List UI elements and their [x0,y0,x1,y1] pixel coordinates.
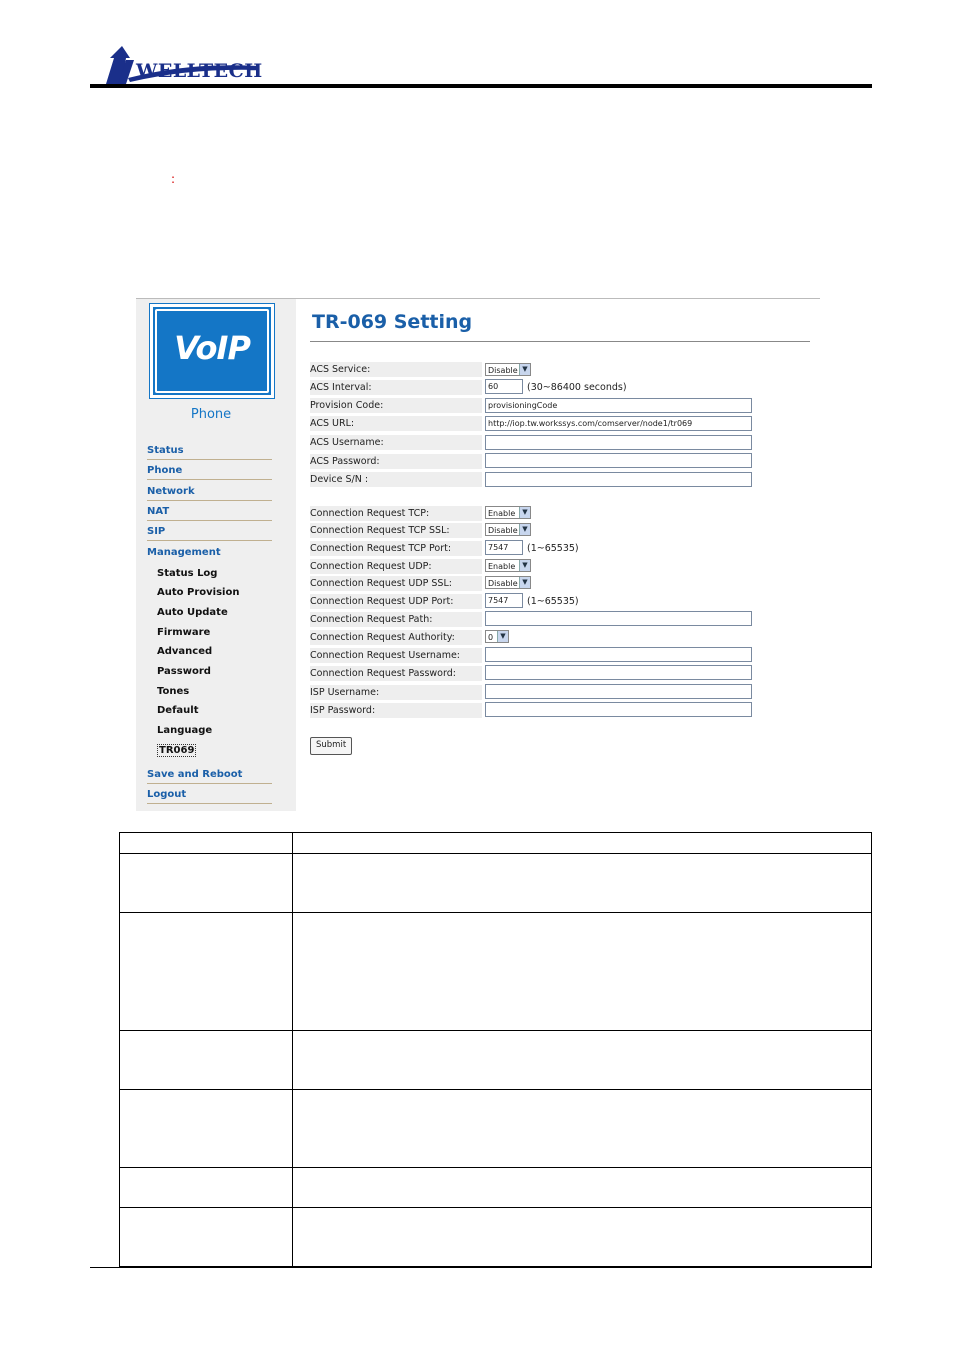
brand-name: WELLTECH [136,60,263,82]
nav-management[interactable]: Management [147,547,221,558]
label-conn-username: Connection Request Username: [310,648,482,663]
label-conn-authority: Connection Request Authority: [310,630,482,645]
input-acs-interval[interactable]: 60 [485,379,523,394]
nav-auto-update[interactable]: Auto Update [157,607,228,618]
chevron-down-icon: ▼ [519,524,530,535]
hint-conn-tcp-port: (1~65535) [527,543,579,554]
nav-status-log[interactable]: Status Log [157,568,218,579]
nav-advanced[interactable]: Advanced [157,646,213,657]
chevron-down-icon: ▼ [519,560,530,571]
input-isp-password[interactable] [485,702,752,717]
chevron-down-icon: ▼ [497,631,508,642]
label-conn-password: Connection Request Password: [310,666,482,681]
input-isp-username[interactable] [485,684,752,699]
nav-firmware[interactable]: Firmware [157,627,211,638]
select-conn-authority[interactable]: 0 ▼ [485,630,509,643]
nav-save-reboot[interactable]: Save and Reboot [147,769,272,784]
nav-tr069[interactable]: TR069 [159,745,195,756]
input-conn-username[interactable] [485,647,752,662]
nav-status[interactable]: Status [147,445,272,460]
footer-rule [90,1267,872,1268]
nav-phone[interactable]: Phone [147,465,272,480]
label-acs-username: ACS Username: [310,435,482,450]
label-isp-username: ISP Username: [310,685,482,700]
page-title: TR-069 Setting [312,311,473,333]
submit-button[interactable]: Submit [310,737,352,755]
label-provision-code: Provision Code: [310,398,482,413]
nav-password[interactable]: Password [157,666,211,677]
select-conn-tcp-ssl[interactable]: Disable ▼ [485,523,531,536]
label-acs-password: ACS Password: [310,454,482,469]
input-conn-udp-port[interactable]: 7547 [485,593,523,608]
label-acs-service: ACS Service: [310,362,482,377]
label-conn-udp-ssl: Connection Request UDP SSL: [310,576,482,591]
label-isp-password: ISP Password: [310,703,482,718]
input-conn-tcp-port[interactable]: 7547 [485,540,523,555]
hint-conn-udp-port: (1~65535) [527,596,579,607]
hint-acs-interval: (30~86400 seconds) [527,382,627,393]
voip-logo [150,304,274,398]
sidebar [136,299,296,811]
select-acs-service[interactable]: Disable ▼ [485,363,531,376]
chevron-down-icon: ▼ [519,577,530,588]
nav-sip[interactable]: SIP [147,526,272,541]
label-conn-udp-port: Connection Request UDP Port: [310,594,482,609]
nav-auto-provision[interactable]: Auto Provision [157,587,240,598]
select-conn-udp-ssl[interactable]: Disable ▼ [485,576,531,589]
table-column-divider [292,833,293,1266]
table-row-divider [120,912,871,913]
table-row-divider [120,1089,871,1090]
nav-default[interactable]: Default [157,705,199,716]
chevron-down-icon: ▼ [519,364,530,375]
input-conn-password[interactable] [485,665,752,680]
chevron-down-icon: ▼ [519,507,530,518]
header-rule [90,84,872,88]
title-rule [310,341,810,342]
description-table [119,832,872,1267]
input-acs-url[interactable]: http://iop.tw.workssys.com/comserver/node1/tr069 [485,416,752,431]
nav-tones[interactable]: Tones [157,686,190,697]
note-mark: : [171,172,176,186]
label-device-sn: Device S/N : [310,472,482,487]
voip-logo-text: VoIP [174,329,250,367]
input-conn-path[interactable] [485,611,752,626]
nav-nat[interactable]: NAT [147,506,272,521]
input-provision-code[interactable]: provisioningCode [485,398,752,413]
table-row-divider [120,1207,871,1208]
nav-language[interactable]: Language [157,725,213,736]
label-acs-url: ACS URL: [310,416,482,431]
label-conn-path: Connection Request Path: [310,612,482,627]
product-label: Phone [190,407,232,422]
main-panel [296,299,820,811]
nav-network[interactable]: Network [147,486,272,501]
label-conn-udp: Connection Request UDP: [310,559,482,574]
input-device-sn[interactable] [485,472,752,487]
label-conn-tcp-port: Connection Request TCP Port: [310,541,482,556]
table-row-divider [120,853,871,854]
select-conn-udp[interactable]: Enable ▼ [485,559,531,572]
nav-logout[interactable]: Logout [147,789,272,804]
label-conn-tcp: Connection Request TCP: [310,506,482,521]
select-conn-tcp[interactable]: Enable ▼ [485,506,531,519]
table-row-divider [120,1030,871,1031]
input-acs-username[interactable] [485,435,752,450]
label-conn-tcp-ssl: Connection Request TCP SSL: [310,523,482,538]
table-row-divider [120,1167,871,1168]
input-acs-password[interactable] [485,453,752,468]
label-acs-interval: ACS Interval: [310,380,482,395]
tr069-screenshot [136,298,820,811]
